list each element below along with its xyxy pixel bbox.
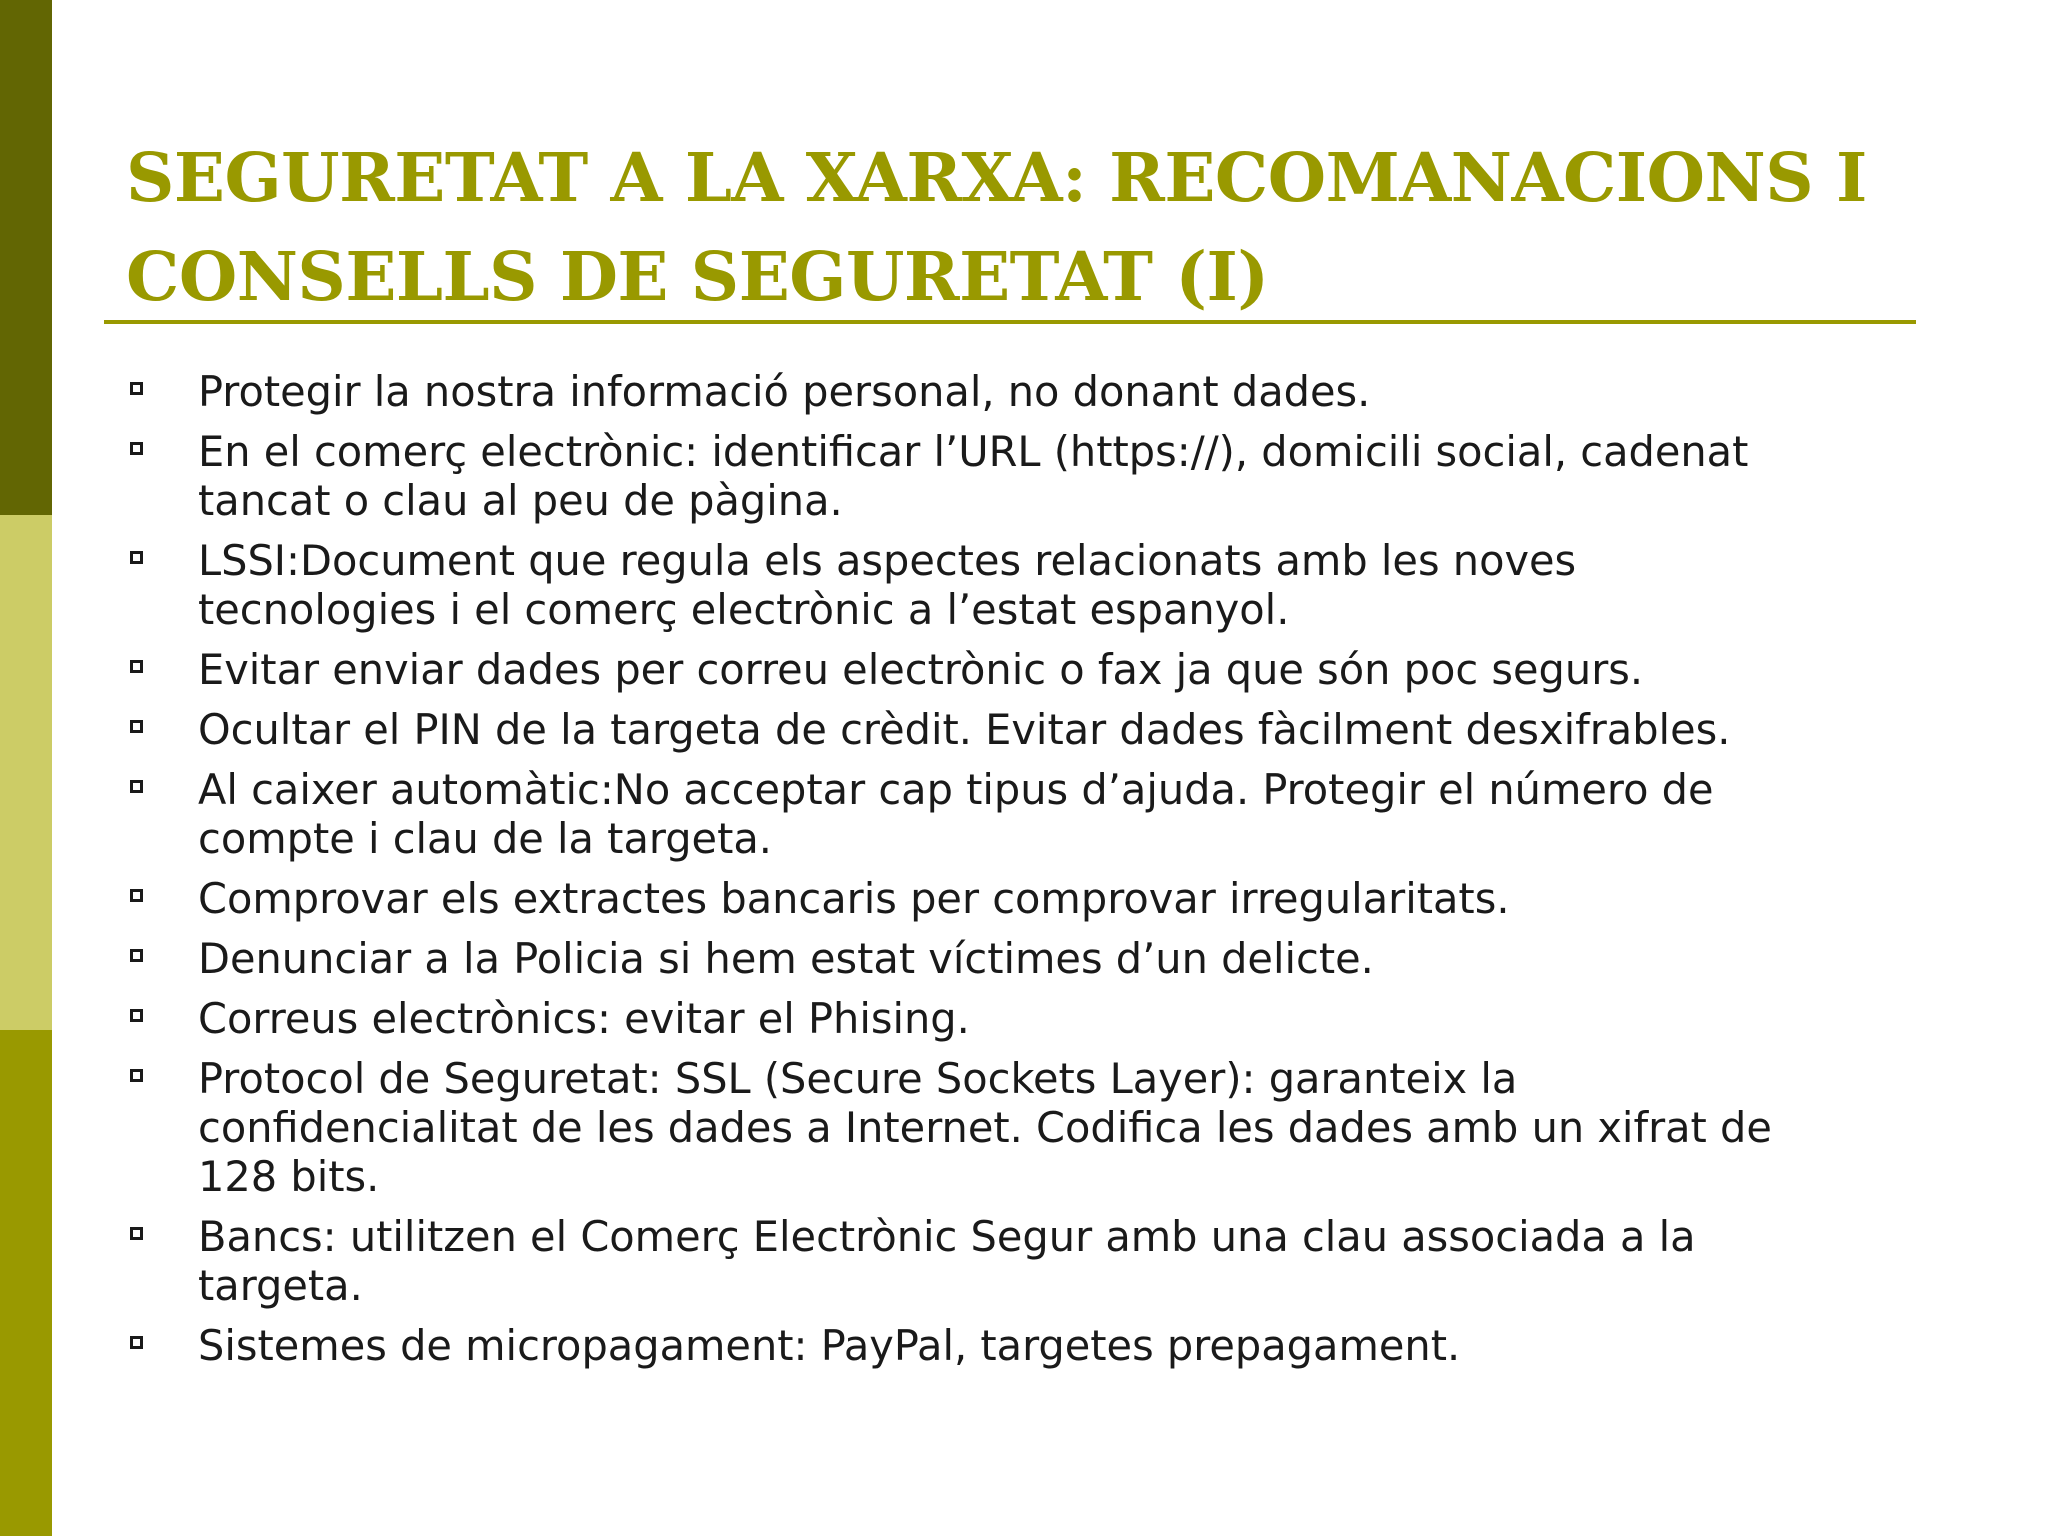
bullet-text-line: compte i clau de la targeta. [198, 814, 772, 863]
square-bullet-icon [130, 660, 143, 673]
bullet-text [198, 367, 1956, 416]
square-bullet-icon [130, 949, 143, 962]
bullet-item [126, 536, 1956, 634]
bullet-text [198, 934, 1956, 983]
bullet-item [126, 765, 1956, 863]
bullet-text-line: 128 bits. [198, 1152, 380, 1201]
square-bullet-icon [130, 720, 143, 733]
bullet-text [198, 994, 1956, 1043]
bullet-text [198, 1054, 1956, 1201]
bullet-text [198, 874, 1956, 923]
side-bar-top [0, 0, 52, 515]
square-bullet-icon [130, 1336, 143, 1349]
side-bar-bottom [0, 1030, 52, 1536]
bullet-text-line: tecnologies i el comerç electrònic a l’estat espanyol. [198, 585, 1290, 634]
bullet-text [198, 1212, 1956, 1310]
bullet-text-line: En el comerç electrònic: identificar l’URL (https://), domicili social, cadenat [198, 427, 1749, 476]
bullet-text [198, 427, 1956, 525]
bullet-text-line: LSSI:Document que regula els aspectes relacionats amb les noves [198, 536, 1577, 585]
bullet-item [126, 994, 1956, 1043]
bullet-item [126, 874, 1956, 923]
square-bullet-icon [130, 1227, 143, 1240]
square-bullet-icon [130, 889, 143, 902]
slide-title-line: SEGURETAT A LA XARXA: RECOMANACIONS I [126, 138, 1867, 217]
side-bar-middle [0, 515, 52, 1030]
slide-title-line: CONSELLS DE SEGURETAT (I) [126, 237, 1269, 316]
bullet-item [126, 645, 1956, 694]
bullet-item [126, 1054, 1956, 1201]
bullet-text [198, 765, 1956, 863]
square-bullet-icon [130, 780, 143, 793]
title-underline-rule [104, 320, 1916, 324]
bullet-text-line: Al caixer automàtic:No acceptar cap tipus d’ajuda. Protegir el número de [198, 765, 1714, 814]
bullet-item [126, 705, 1956, 754]
bullet-text [198, 645, 1956, 694]
bullet-text [198, 705, 1956, 754]
bullet-item [126, 1321, 1956, 1370]
square-bullet-icon [130, 551, 143, 564]
bullet-text-line: Correus electrònics: evitar el Phising. [198, 994, 970, 1043]
bullet-text [198, 1321, 1956, 1370]
square-bullet-icon [130, 1069, 143, 1082]
bullet-text-line: Evitar enviar dades per correu electrònic o fax ja que són poc segurs. [198, 645, 1644, 694]
square-bullet-icon [130, 1009, 143, 1022]
bullet-item [126, 934, 1956, 983]
bullet-text-line: Bancs: utilitzen el Comerç Electrònic Segur amb una clau associada a la [198, 1212, 1696, 1261]
bullet-text-line: Protegir la nostra informació personal, no donant dades. [198, 367, 1371, 416]
bullet-item [126, 367, 1956, 416]
bullet-text [198, 536, 1956, 634]
bullet-item [126, 1212, 1956, 1310]
bullet-text-line: Sistemes de micropagament: PayPal, targetes prepagament. [198, 1321, 1461, 1370]
bullet-text-line: Protocol de Seguretat: SSL (Secure Sockets Layer): garanteix la [198, 1054, 1518, 1103]
bullet-text-line: Denunciar a la Policia si hem estat víctimes d’un delicte. [198, 934, 1374, 983]
bullet-text-line: Comprovar els extractes bancaris per comprovar irregularitats. [198, 874, 1510, 923]
bullet-list [126, 367, 1956, 1381]
slide-title [126, 128, 1956, 326]
bullet-text-line: Ocultar el PIN de la targeta de crèdit. Evitar dades fàcilment desxifrables. [198, 705, 1731, 754]
bullet-text-line: confidencialitat de les dades a Internet. Codifica les dades amb un xifrat de [198, 1103, 1772, 1152]
bullet-item [126, 427, 1956, 525]
square-bullet-icon [130, 442, 143, 455]
bullet-text-line: targeta. [198, 1261, 363, 1310]
square-bullet-icon [130, 382, 143, 395]
bullet-text-line: tancat o clau al peu de pàgina. [198, 476, 843, 525]
